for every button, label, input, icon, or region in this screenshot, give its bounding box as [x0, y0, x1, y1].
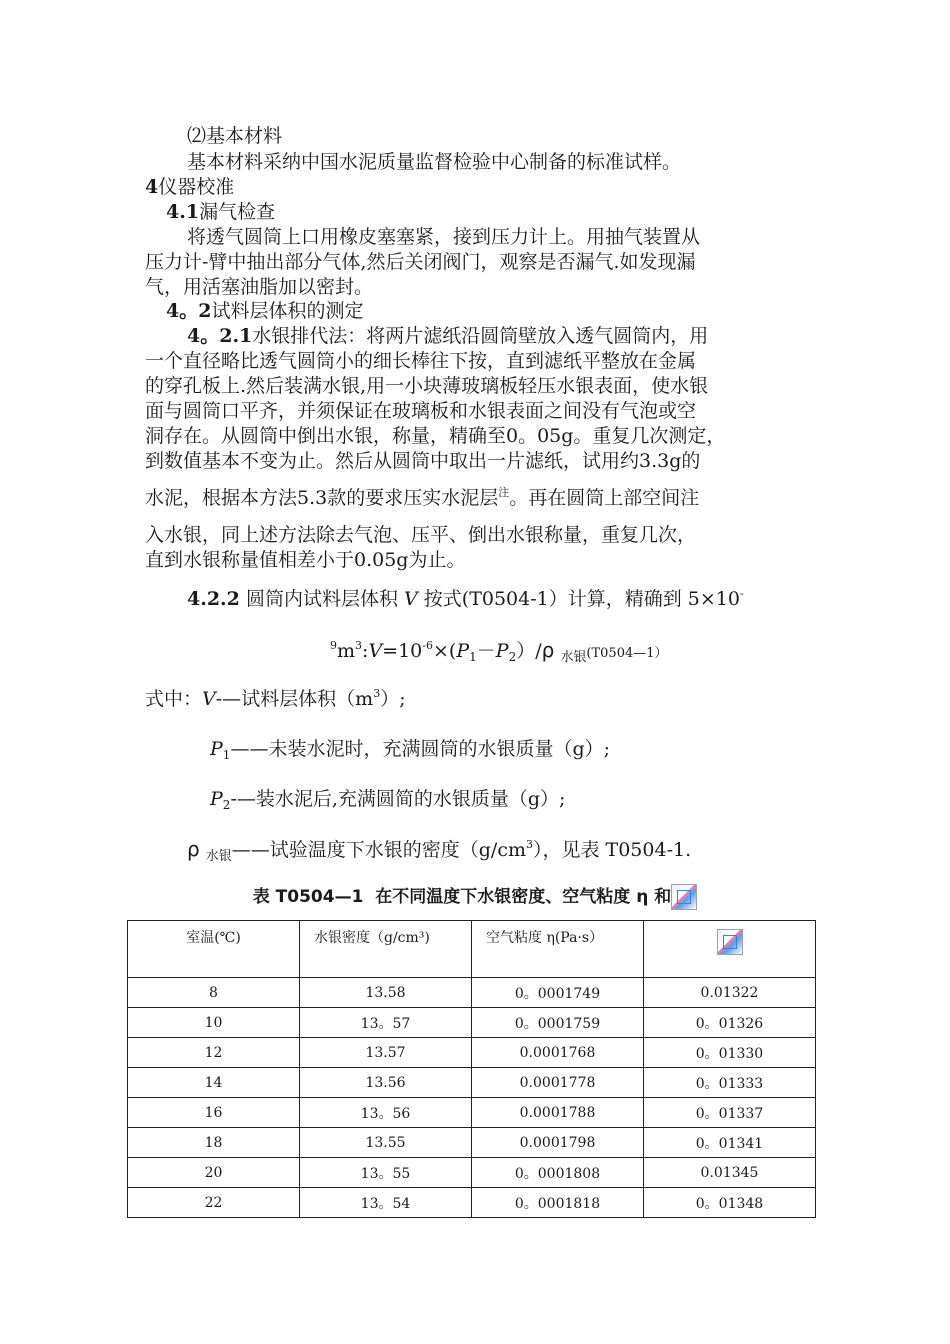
heading-number: 4 [145, 176, 159, 198]
cell-room-temp: 10 [128, 1008, 300, 1038]
cell-mercury-density: 13.55 [300, 1128, 472, 1158]
paragraph-line: 气，用活塞油脂加以密封。 [145, 276, 374, 298]
cell-mercury-density: 13.58 [300, 978, 472, 1008]
cell-sqrt-viscosity: 0.01345 [644, 1158, 816, 1188]
paragraph-line: 一个直径略比透气圆筒小的细长棒往下按，直到滤纸平整放在金属 [145, 350, 697, 372]
cell-room-temp: 18 [128, 1128, 300, 1158]
mercury-density-table [127, 920, 816, 1218]
broken-image-icon [671, 884, 697, 910]
paragraph-line: 面与圆筒口平齐，并须保证在玻璃板和水银表面之间没有气泡或空 [145, 400, 697, 422]
table-row [128, 1188, 816, 1218]
cell-sqrt-viscosity: 0。01333 [644, 1068, 816, 1098]
paragraph-line: 直到水银称量值相差小于0.05g为止。 [145, 549, 466, 571]
header-air-viscosity: 空气粘度 η(Pa·s） [472, 921, 644, 978]
table-header-row [128, 921, 816, 978]
cell-room-temp: 12 [128, 1038, 300, 1068]
cell-room-temp: 8 [128, 978, 300, 1008]
header-image-placeholder [644, 921, 816, 978]
definition-line [210, 736, 610, 762]
definition-text: 式中： [145, 688, 203, 710]
heading-number: 4.2.2 [187, 588, 240, 610]
cell-room-temp: 16 [128, 1098, 300, 1128]
exponent: 3 [526, 838, 533, 851]
heading-number: 4.1 [166, 201, 200, 223]
variable-p: P [495, 640, 509, 662]
paragraph-basic-material: 基本材料采纳中国水泥质量监督检验中心制备的标准试样。 [187, 151, 682, 173]
subscript: 水银 [560, 650, 587, 665]
paragraph-line [187, 586, 744, 612]
table-row [128, 978, 816, 1008]
broken-image-icon [717, 929, 743, 955]
heading-text: 试料层体积的测定 [211, 300, 364, 322]
subscript: 2 [508, 650, 517, 664]
definition-line [187, 836, 691, 863]
cell-air-viscosity: 0.0001768 [472, 1038, 644, 1068]
definition-line [145, 686, 406, 712]
cell-mercury-density: 13。55 [300, 1158, 472, 1188]
cell-sqrt-viscosity: 0。01330 [644, 1038, 816, 1068]
table-row [128, 1128, 816, 1158]
formula-t0504-1 [330, 637, 668, 667]
cell-sqrt-viscosity: 0。01326 [644, 1008, 816, 1038]
heading-number: 4。2 [166, 300, 212, 322]
paragraph-line: 的穿孔板上.然后装满水银,用一小块薄玻璃板轻压水银表面，使水银 [145, 375, 709, 397]
heading-4 [145, 174, 234, 200]
exponent: 3 [355, 639, 363, 652]
definition-text: ）; [380, 688, 406, 710]
heading-text: 漏气检查 [199, 201, 276, 223]
variable-p: P [210, 738, 223, 760]
cell-mercury-density: 13。56 [300, 1098, 472, 1128]
paragraph-text: 按式(T0504-1）计算，精确到 5×10 [423, 588, 740, 610]
paragraph-line [187, 323, 708, 349]
paragraph-line: 洞存在。从圆筒中倒出水银，称量，精确至0。05g。重复几次测定， [145, 425, 726, 447]
definition-text: ——未装水泥时，充满圆筒的水银质量（g）; [230, 738, 611, 760]
exponent: 3 [373, 687, 381, 700]
paragraph-text: 水泥，根据本方法5.3款的要求压实水泥层 [145, 487, 499, 509]
heading-4-1 [166, 199, 275, 225]
cell-air-viscosity: 0.0001798 [472, 1128, 644, 1158]
table-row [128, 1008, 816, 1038]
header-mercury-density: 水银密度（g/cm³) [300, 921, 472, 978]
heading-4-2 [166, 298, 363, 324]
cell-sqrt-viscosity: 0.01322 [644, 978, 816, 1008]
formula-part: =10 [382, 640, 423, 662]
table-row [128, 1038, 816, 1068]
cell-room-temp: 14 [128, 1068, 300, 1098]
exponent: 9 [330, 639, 337, 652]
cell-room-temp: 20 [128, 1158, 300, 1188]
subheading-basic-material: ⑵基本材料 [187, 125, 283, 147]
paragraph-text: 水银排代法：将两片滤纸沿圆筒壁放入透气圆筒内，用 [252, 325, 709, 347]
cell-air-viscosity: 0。0001759 [472, 1008, 644, 1038]
cell-air-viscosity: 0。0001749 [472, 978, 644, 1008]
cell-air-viscosity: 0。0001818 [472, 1188, 644, 1218]
definition-text: ），见表 T0504-1. [533, 839, 692, 861]
table-caption [0, 882, 950, 910]
paragraph-line: 到数值基本不变为止。然后从圆筒中取出一片滤纸，试用约3.3g的 [145, 450, 701, 472]
paragraph-line: 压力计-臂中抽出部分气体,然后关闭阀门，观察是否漏气.如发现漏 [145, 251, 696, 273]
cell-sqrt-viscosity: 0。01341 [644, 1128, 816, 1158]
cell-sqrt-viscosity: 0。01337 [644, 1098, 816, 1128]
cell-mercury-density: 13.56 [300, 1068, 472, 1098]
formula-part: m [337, 640, 356, 662]
cell-air-viscosity: 0.0001778 [472, 1068, 644, 1098]
exponent: -6 [422, 639, 433, 652]
cell-air-viscosity: 0。0001808 [472, 1158, 644, 1188]
cell-mercury-density: 13。54 [300, 1188, 472, 1218]
subscript: 2 [222, 798, 231, 812]
paragraph-line: 入水银，同上述方法除去气泡、压平、倒出水银称量，重复几次， [145, 524, 697, 546]
subscript: 1 [222, 748, 231, 762]
formula-part: ）/ [516, 640, 542, 662]
cell-sqrt-viscosity: 0。01348 [644, 1188, 816, 1218]
paragraph-text: 圆筒内试料层体积 [245, 588, 398, 610]
cell-room-temp: 22 [128, 1188, 300, 1218]
subscript: 水银 [205, 849, 232, 864]
rho-symbol: ρ [541, 638, 555, 662]
heading-number: 4。2.1 [187, 325, 253, 347]
formula-part: ×( [433, 640, 457, 662]
header-room-temp: 室温(℃) [128, 921, 300, 978]
definition-text: -—装水泥后,充满圆简的水银质量（g）; [230, 788, 566, 810]
paragraph-line [145, 485, 699, 511]
exponent: - [739, 587, 744, 600]
variable-p: P [210, 788, 223, 810]
table-row [128, 1068, 816, 1098]
definition-text: -—试料层体积（m [215, 688, 374, 710]
formula-part: － [476, 640, 496, 662]
variable-v: V [404, 588, 418, 610]
variable-v: V [202, 688, 216, 710]
table-row [128, 1098, 816, 1128]
paragraph-line: 将透气圆筒上口用橡皮塞塞紧，接到压力计上。用抽气装置从 [187, 226, 701, 248]
definition-text: ——试验温度下水银的密度（g/cm [231, 839, 526, 861]
cell-mercury-density: 13.57 [300, 1038, 472, 1068]
caption-text: 在不同温度下水银密度、空气粘度 η 和 [375, 887, 672, 907]
subscript: 1 [469, 650, 477, 664]
variable-v: V [368, 640, 383, 662]
rho-symbol: ρ [187, 837, 200, 861]
formula-part: : [362, 640, 369, 662]
caption-prefix: 表 T0504—1 [252, 887, 364, 907]
heading-text: 仪器校准 [158, 176, 235, 198]
cell-air-viscosity: 0.0001788 [472, 1098, 644, 1128]
footnote-marker: 注 [498, 486, 510, 499]
table-row [128, 1158, 816, 1188]
definition-line [210, 786, 565, 812]
cell-mercury-density: 13。57 [300, 1008, 472, 1038]
variable-p: P [456, 640, 470, 662]
equation-label: (T0504—1） [586, 646, 668, 661]
paragraph-text: 。再在圆筒上部空间注 [509, 487, 700, 509]
